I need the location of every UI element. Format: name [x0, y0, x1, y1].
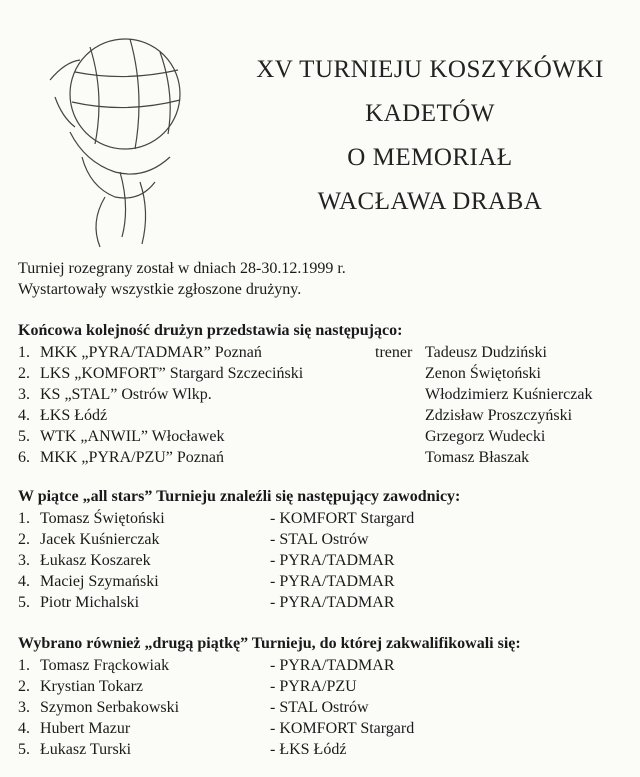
- coach-name: Tadeusz Dudziński: [425, 344, 547, 361]
- row-number: 1.: [18, 657, 30, 674]
- intro-line: Wystartowały wszystkie zgłoszone drużyny.: [18, 281, 302, 298]
- row-number: 4.: [18, 573, 30, 590]
- coach-label: trener: [375, 344, 413, 361]
- row-number: 2.: [18, 678, 30, 695]
- title-line: WACŁAWA DRABA: [317, 188, 543, 215]
- row-number: 5.: [18, 741, 30, 758]
- team-name: KS „STAL” Ostrów Wlkp.: [40, 386, 212, 403]
- player-name: Szymon Serbakowski: [40, 699, 180, 716]
- standings-row: [18, 426, 633, 447]
- player-club: - STAL Ostrów: [270, 531, 369, 548]
- standings-row: [18, 405, 633, 426]
- player-row: [18, 655, 633, 676]
- standings-row: [18, 363, 633, 384]
- player-name: Jacek Kuśnierczak: [40, 531, 160, 548]
- player-name: Tomasz Świętoński: [40, 510, 165, 527]
- coach-name: Włodzimierz Kuśnierczak: [425, 386, 593, 403]
- player-club: - KOMFORT Stargard: [270, 720, 415, 737]
- row-number: 1.: [18, 510, 30, 527]
- coach-name: Zdzisław Proszczyński: [425, 407, 573, 424]
- player-club: - PYRA/TADMAR: [270, 594, 395, 611]
- player-row: [18, 718, 633, 739]
- player-name: Piotr Michalski: [40, 594, 140, 611]
- standings-section: [18, 320, 633, 468]
- second-five-heading: Wybrano również „drugą piątkę” Turnieju, do której zakwalifikowali się:: [18, 635, 521, 652]
- player-row: [18, 550, 633, 571]
- standings-row: [18, 342, 633, 363]
- all-stars-heading: W piątce „all stars” Turnieju znaleźli się następujący zawodnicy:: [18, 488, 461, 505]
- document-title: [230, 48, 630, 224]
- player-row: [18, 508, 633, 529]
- player-row: [18, 697, 633, 718]
- coach-name: Tomasz Błaszak: [425, 449, 530, 466]
- row-number: 1.: [18, 344, 30, 361]
- team-name: MKK „PYRA/PZU” Poznań: [40, 449, 224, 466]
- title-line: O MEMORIAŁ: [347, 144, 513, 171]
- coach-name: Grzegorz Wudecki: [425, 428, 546, 445]
- team-name: LKS „KOMFORT” Stargard Szczeciński: [40, 365, 304, 382]
- player-row: [18, 592, 633, 613]
- all-stars-section: [18, 486, 633, 613]
- player-club: - PYRA/TADMAR: [270, 573, 395, 590]
- player-club: - STAL Ostrów: [270, 699, 369, 716]
- player-name: Tomasz Frąckowiak: [40, 657, 170, 674]
- row-number: 5.: [18, 594, 30, 611]
- title-line: XV TURNIEJU KOSZYKÓWKI: [256, 56, 604, 83]
- row-number: 5.: [18, 428, 30, 445]
- player-name: Hubert Mazur: [40, 720, 131, 737]
- standings-row: [18, 447, 633, 468]
- intro-line: Turniej rozegrany został w dniach 28-30.12.1999 r.: [18, 260, 346, 277]
- row-number: 3.: [18, 699, 30, 716]
- row-number: 4.: [18, 407, 30, 424]
- player-club: - KOMFORT Stargard: [270, 510, 415, 527]
- row-number: 3.: [18, 552, 30, 569]
- player-name: Łukasz Koszarek: [40, 552, 151, 569]
- team-name: MKK „PYRA/TADMAR” Poznań: [40, 344, 262, 361]
- intro-paragraph: [18, 258, 346, 300]
- basketball-player-logo: [30, 22, 230, 252]
- player-club: - PYRA/TADMAR: [270, 552, 395, 569]
- coach-name: Zenon Świętoński: [425, 365, 541, 382]
- player-row: [18, 571, 633, 592]
- team-name: WTK „ANWIL” Włocławek: [40, 428, 225, 445]
- player-name: Maciej Szymański: [40, 573, 159, 590]
- standings-row: [18, 384, 633, 405]
- player-club: - PYRA/TADMAR: [270, 657, 395, 674]
- row-number: 4.: [18, 720, 30, 737]
- row-number: 3.: [18, 386, 30, 403]
- title-line: KADETÓW: [365, 100, 495, 127]
- row-number: 2.: [18, 531, 30, 548]
- team-name: ŁKS Łódź: [40, 407, 108, 424]
- second-five-section: [18, 633, 633, 760]
- row-number: 2.: [18, 365, 30, 382]
- player-row: [18, 529, 633, 550]
- player-name: Krystian Tokarz: [40, 678, 143, 695]
- player-name: Łukasz Turski: [40, 741, 132, 758]
- player-row: [18, 676, 633, 697]
- standings-heading: Końcowa kolejność drużyn przedstawia się następująco:: [18, 322, 403, 339]
- player-club: - ŁKS Łódź: [270, 741, 347, 758]
- row-number: 6.: [18, 449, 30, 466]
- player-club: - PYRA/PZU: [270, 678, 357, 695]
- player-row: [18, 739, 633, 760]
